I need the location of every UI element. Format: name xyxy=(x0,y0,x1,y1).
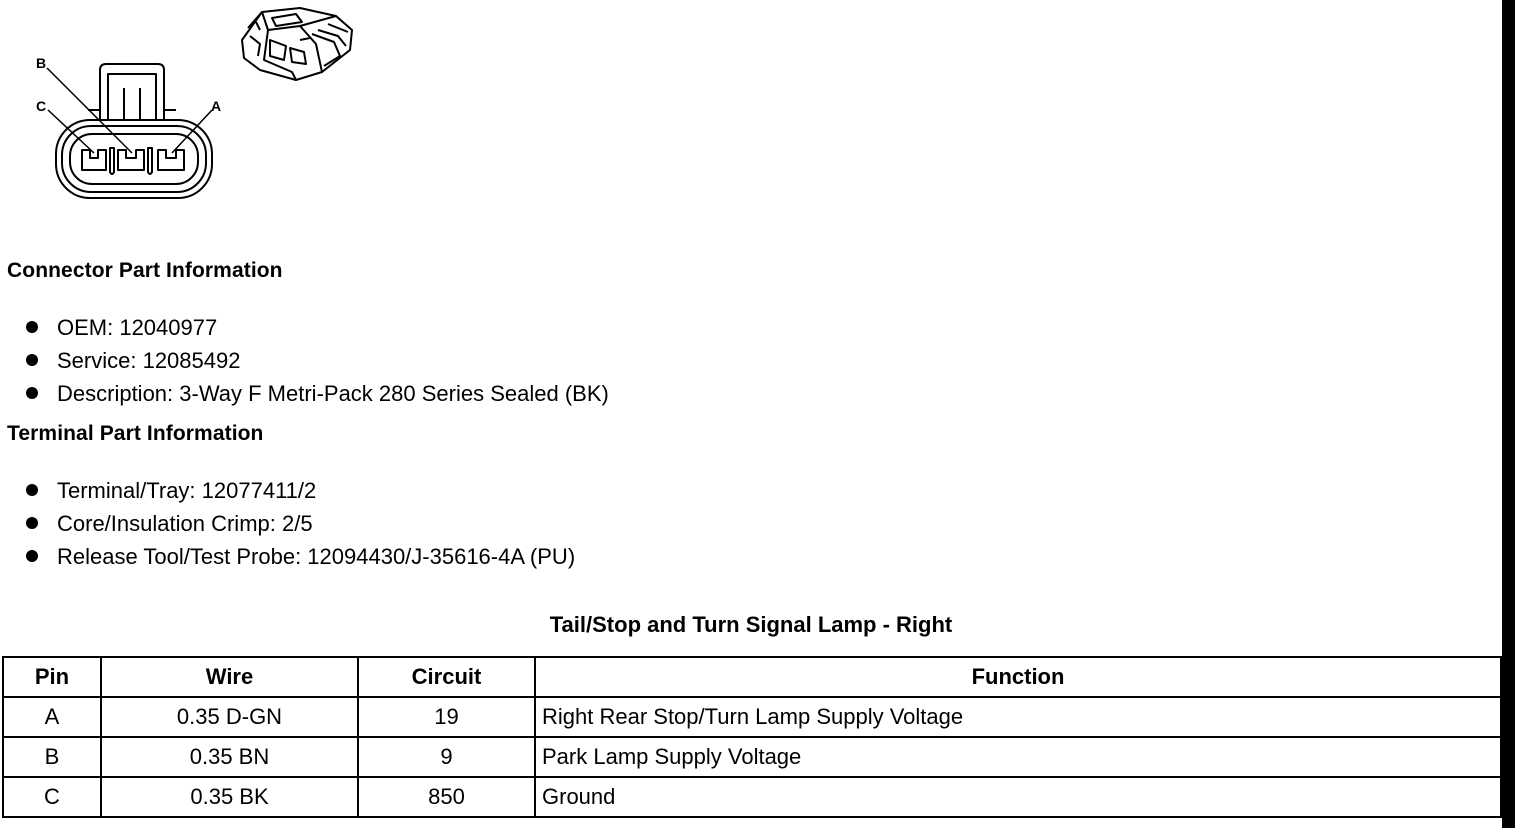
list-item xyxy=(0,474,575,507)
terminal-part-info-heading: Terminal Part Information xyxy=(7,422,264,445)
core-insulation-crimp: Core/Insulation Crimp: 2/5 xyxy=(57,511,313,536)
bullet-icon xyxy=(26,484,38,496)
pin-label-b: B xyxy=(36,55,47,71)
pin-label-a: A xyxy=(211,98,222,114)
function-cell: Right Rear Stop/Turn Lamp Supply Voltage xyxy=(535,697,1501,737)
list-item xyxy=(0,507,575,540)
connector-description: Description: 3-Way F Metri-Pack 280 Series Sealed (BK) xyxy=(57,381,609,406)
connector-part-info-list xyxy=(0,311,609,410)
bullet-icon xyxy=(26,517,38,529)
bullet-icon xyxy=(26,321,38,333)
pin-cell: A xyxy=(3,697,101,737)
circuit-cell: 850 xyxy=(358,777,535,817)
table-row xyxy=(3,777,1501,817)
function-cell: Park Lamp Supply Voltage xyxy=(535,737,1501,777)
oem-number: OEM: 12040977 xyxy=(57,315,218,340)
terminal-part-info-list xyxy=(0,474,575,573)
column-header-pin: Pin xyxy=(3,657,101,697)
pin-table xyxy=(2,656,1502,818)
service-number: Service: 12085492 xyxy=(57,348,241,373)
wire-cell: 0.35 BN xyxy=(101,737,358,777)
column-header-wire: Wire xyxy=(101,657,358,697)
list-item xyxy=(0,540,575,573)
connector-part-info-heading: Connector Part Information xyxy=(7,259,283,282)
pin-cell: B xyxy=(3,737,101,777)
column-header-circuit: Circuit xyxy=(358,657,535,697)
table-header-row xyxy=(3,657,1501,697)
wire-cell: 0.35 BK xyxy=(101,777,358,817)
wire-cell: 0.35 D-GN xyxy=(101,697,358,737)
bullet-icon xyxy=(26,550,38,562)
circuit-cell: 19 xyxy=(358,697,535,737)
leader-line-a xyxy=(172,110,212,153)
bullet-icon xyxy=(26,354,38,366)
column-header-function: Function xyxy=(535,657,1501,697)
bullet-icon xyxy=(26,387,38,399)
connector-diagram xyxy=(0,0,380,215)
terminal-tray: Terminal/Tray: 12077411/2 xyxy=(57,478,317,503)
release-tool-test-probe: Release Tool/Test Probe: 12094430/J-35616-4A (PU) xyxy=(57,544,576,569)
connector-isometric-illustration xyxy=(242,8,352,80)
connector-face-view xyxy=(56,64,212,198)
list-item xyxy=(0,344,609,377)
table-row xyxy=(3,737,1501,777)
pin-label-c: C xyxy=(36,98,47,114)
pin-cell: C xyxy=(3,777,101,817)
list-item xyxy=(0,377,609,410)
function-cell: Ground xyxy=(535,777,1501,817)
circuit-cell: 9 xyxy=(358,737,535,777)
page-border-rule xyxy=(1502,0,1515,828)
pin-table-title: Tail/Stop and Turn Signal Lamp - Right xyxy=(549,612,953,637)
table-row xyxy=(3,697,1501,737)
list-item xyxy=(0,311,609,344)
